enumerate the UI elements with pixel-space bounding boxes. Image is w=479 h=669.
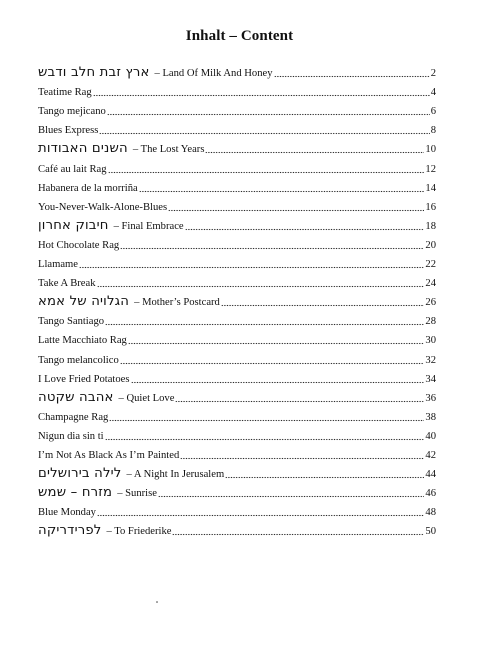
dot-leader bbox=[97, 514, 424, 517]
toc-entry bbox=[38, 309, 436, 328]
toc-entry-title-group bbox=[38, 164, 107, 176]
toc-entry-title-group bbox=[38, 259, 78, 271]
toc-entry-page-number: 10 bbox=[425, 144, 436, 156]
toc-entry-title-group bbox=[38, 507, 96, 519]
toc-entry-title: Take A Break bbox=[38, 278, 96, 290]
toc-entry-title: Hot Chocolate Rag bbox=[38, 239, 120, 251]
toc-entry-title: Tango Santiago bbox=[38, 316, 105, 328]
toc-entry bbox=[38, 424, 436, 443]
toc-entry bbox=[38, 519, 436, 538]
toc-entry-page-number: 22 bbox=[425, 259, 436, 271]
toc-entry bbox=[38, 443, 436, 462]
toc-entry-title-group bbox=[38, 431, 104, 443]
dot-leader bbox=[107, 113, 430, 116]
page-title: Inhalt – Content bbox=[185, 28, 294, 44]
toc-entry-page-number: 36 bbox=[425, 392, 436, 404]
toc-entry-title-group bbox=[38, 125, 98, 137]
toc-entry-title: – The Lost Years bbox=[132, 144, 205, 156]
toc-entry-title: I Love Fried Potatoes bbox=[38, 373, 130, 385]
dot-leader bbox=[158, 495, 424, 498]
toc-entry bbox=[38, 386, 436, 405]
toc-entry-page-number: 46 bbox=[425, 488, 436, 500]
dot-leader bbox=[205, 151, 424, 154]
dot-leader bbox=[105, 323, 424, 326]
toc-entry-title: – Mother’s Postcard bbox=[134, 297, 220, 309]
toc-entry-hebrew-title: הגלויה של אמא bbox=[38, 294, 130, 310]
toc-entry-title: – Quiet Love bbox=[118, 392, 175, 404]
toc-entry bbox=[38, 405, 436, 424]
toc-entry-title-group bbox=[38, 412, 108, 424]
toc-entry-title: – Final Embrace bbox=[113, 220, 184, 232]
toc-entry-title: I’m Not As Black As I’m Painted bbox=[38, 449, 180, 461]
dot-leader bbox=[139, 190, 425, 193]
toc-entry-page-number: 32 bbox=[425, 354, 436, 366]
toc-entry-hebrew-title: ארץ זבת חלב ודבש bbox=[38, 65, 150, 81]
toc-entry bbox=[38, 328, 436, 347]
toc-entry-page-number: 44 bbox=[425, 469, 436, 481]
toc-entry bbox=[38, 290, 436, 309]
toc-entry-title-group bbox=[38, 240, 119, 252]
toc-entry bbox=[38, 252, 436, 271]
toc-entry bbox=[38, 99, 436, 118]
dot-leader bbox=[131, 381, 425, 384]
toc-entry-title: Latte Macchiato Rag bbox=[38, 335, 127, 347]
toc-entry-page-number: 2 bbox=[430, 68, 436, 80]
dot-leader bbox=[128, 342, 425, 345]
toc-entry-title: Tango melancolico bbox=[38, 354, 119, 366]
toc-entry-title-group bbox=[38, 295, 220, 309]
toc-entry-title-group bbox=[38, 219, 184, 233]
toc-entry bbox=[38, 347, 436, 366]
toc-entry bbox=[38, 61, 436, 80]
toc-entry-page-number: 26 bbox=[425, 297, 436, 309]
dot-leader bbox=[93, 94, 430, 97]
toc-entry-title: Tango mejicano bbox=[38, 106, 106, 118]
toc-entry-title: Teatime Rag bbox=[38, 87, 92, 99]
toc-entry-page-number: 24 bbox=[425, 278, 436, 290]
toc-entry-page-number: 28 bbox=[425, 316, 436, 328]
toc-entry-page-number: 42 bbox=[425, 449, 436, 461]
toc-entry-title: You-Never-Walk-Alone-Blues bbox=[38, 201, 168, 213]
toc-entry bbox=[38, 118, 436, 137]
toc-entry-title-group bbox=[38, 467, 224, 481]
toc-entry-hebrew-title: לפרידריקה bbox=[38, 523, 102, 539]
dot-leader bbox=[172, 533, 424, 536]
dot-leader bbox=[274, 75, 430, 78]
toc-entry-title: – Sunrise bbox=[117, 488, 157, 500]
toc-entry bbox=[38, 80, 436, 99]
dot-leader bbox=[105, 438, 425, 441]
dot-leader bbox=[185, 228, 425, 231]
toc-entry-title: Blues Express bbox=[38, 125, 99, 137]
toc-entry-page-number: 16 bbox=[425, 201, 436, 213]
toc-entry bbox=[38, 156, 436, 175]
toc-entry-title-group bbox=[38, 87, 92, 99]
dot-leader bbox=[108, 171, 425, 174]
dot-leader bbox=[225, 476, 424, 479]
dot-leader bbox=[221, 304, 425, 307]
toc-entry-title-group bbox=[38, 66, 273, 80]
toc-entry-title: Blue Monday bbox=[38, 507, 96, 519]
toc-entry-title-group bbox=[38, 106, 106, 118]
dot-leader bbox=[168, 209, 424, 212]
toc-entry-hebrew-title: אהבה שקטה bbox=[38, 389, 114, 405]
toc-entry-page-number: 4 bbox=[430, 87, 436, 99]
toc-entry bbox=[38, 137, 436, 156]
dot-leader bbox=[120, 362, 425, 365]
toc-entry-page-number: 38 bbox=[425, 411, 436, 423]
toc-entry-title: – To Friederike bbox=[106, 526, 172, 538]
toc-entry-title-group bbox=[38, 450, 179, 462]
toc-entry-hebrew-title: מזרח – שמש bbox=[38, 485, 113, 501]
toc-entry-title: Champagne Rag bbox=[38, 411, 109, 423]
dot-leader bbox=[109, 419, 424, 422]
toc-entry-page-number: 8 bbox=[430, 125, 436, 137]
toc-entry-title-group bbox=[38, 183, 138, 195]
toc-entry-title: – A Night In Jerusalem bbox=[126, 469, 225, 481]
toc-entry-title-group bbox=[38, 202, 167, 214]
paper-speck bbox=[156, 601, 158, 603]
toc-entry-hebrew-title: לילה בירושלים bbox=[38, 466, 122, 482]
toc-entry-hebrew-title: חיבוק אחרון bbox=[38, 217, 109, 233]
dot-leader bbox=[180, 457, 424, 460]
toc-entry-title-group bbox=[38, 316, 104, 328]
toc-entry bbox=[38, 271, 436, 290]
toc-entry-title: – Land Of Milk And Honey bbox=[154, 68, 273, 80]
toc-entry-page-number: 50 bbox=[425, 526, 436, 538]
toc-list bbox=[38, 61, 436, 538]
toc-entry-title-group bbox=[38, 142, 204, 156]
toc-entry bbox=[38, 214, 436, 233]
toc-entry bbox=[38, 500, 436, 519]
toc-entry bbox=[38, 367, 436, 386]
dot-leader bbox=[79, 266, 424, 269]
dot-leader bbox=[175, 400, 424, 403]
toc-entry-title-group bbox=[38, 524, 171, 538]
toc-entry-title-group bbox=[38, 355, 119, 367]
toc-entry-page-number: 6 bbox=[430, 106, 436, 118]
toc-entry-page-number: 40 bbox=[425, 430, 436, 442]
toc-entry-title-group bbox=[38, 335, 127, 347]
toc-entry-title-group bbox=[38, 486, 157, 500]
toc-entry-hebrew-title: השנים האבודות bbox=[38, 141, 128, 157]
toc-entry-page-number: 14 bbox=[425, 182, 436, 194]
toc-entry-page-number: 48 bbox=[425, 507, 436, 519]
toc-entry bbox=[38, 233, 436, 252]
dot-leader bbox=[97, 285, 425, 288]
toc-entry-title: Nigun dia sin ti bbox=[38, 430, 104, 442]
toc-entry bbox=[38, 176, 436, 195]
toc-entry-title-group bbox=[38, 391, 174, 405]
toc-entry-page-number: 20 bbox=[425, 239, 436, 251]
toc-entry-title: Llamame bbox=[38, 259, 79, 271]
toc-entry-title: Café au lait Rag bbox=[38, 163, 107, 175]
toc-entry bbox=[38, 462, 436, 481]
toc-entry-title: Habanera de la morriña bbox=[38, 182, 138, 194]
toc-entry-title-group bbox=[38, 374, 130, 386]
dot-leader bbox=[99, 132, 429, 135]
dot-leader bbox=[120, 247, 424, 250]
toc-entry-page-number: 18 bbox=[425, 220, 436, 232]
toc-entry-title-group bbox=[38, 278, 96, 290]
toc-entry-page-number: 30 bbox=[425, 335, 436, 347]
toc-entry bbox=[38, 195, 436, 214]
toc-entry-page-number: 12 bbox=[425, 163, 436, 175]
toc-entry bbox=[38, 481, 436, 500]
toc-entry-page-number: 34 bbox=[425, 373, 436, 385]
